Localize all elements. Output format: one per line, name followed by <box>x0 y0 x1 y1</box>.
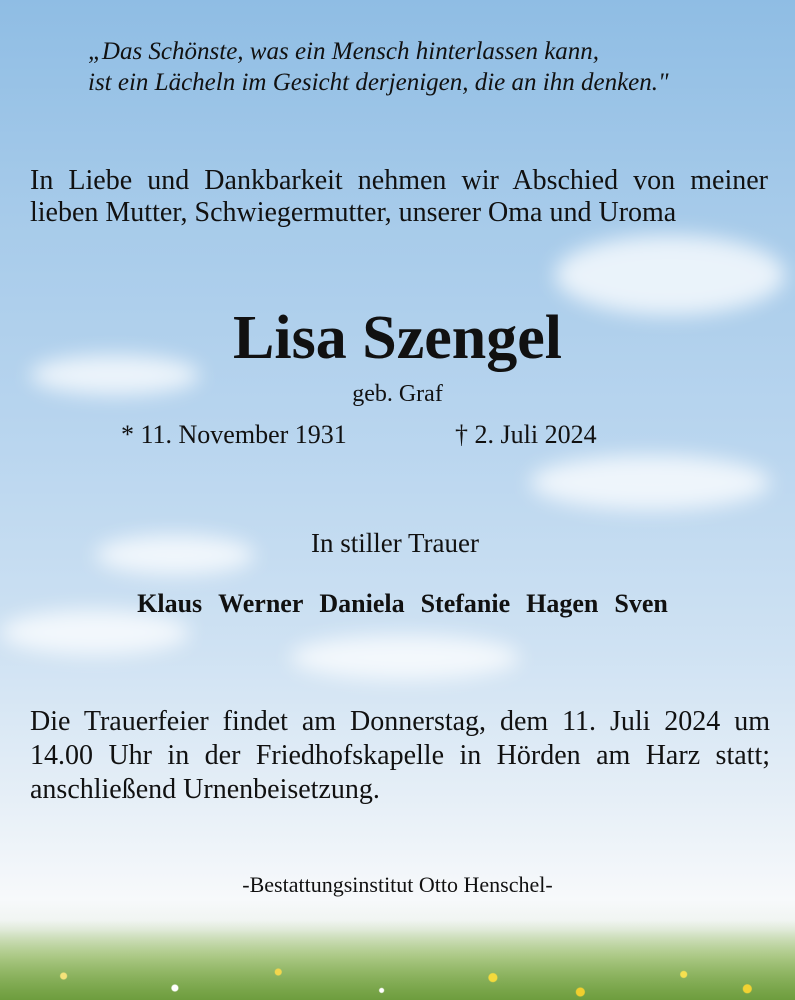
funeral-home: -Bestattungsinstitut Otto Henschel- <box>242 872 553 897</box>
meadow-decoration <box>0 920 795 1000</box>
mourner-name: Stefanie <box>420 589 511 618</box>
deceased-name: Lisa Szengel <box>233 304 562 372</box>
death-date: † 2. Juli 2024 <box>455 420 597 449</box>
mourner-name: Hagen <box>526 589 599 618</box>
maiden-name: geb. Graf <box>352 381 443 407</box>
quote-line-2: ist ein Lächeln im Gesicht derjenigen, die an ihn denken." <box>88 69 669 96</box>
mourner-name: Sven <box>614 589 668 618</box>
mourner-names <box>0 589 795 619</box>
mourning-line: In stiller Trauer <box>311 528 479 558</box>
quote-line-1: „Das Schönste, was ein Mensch hinterlassen kann, <box>88 38 600 65</box>
ceremony-details: Die Trauerfeier findet am Donnerstag, dem 11. Juli 2024 um 14.00 Uhr in der Friedhofskapelle in Hörden am Harz statt; anschließend Urnenbeisetzung. <box>30 706 770 805</box>
mourner-name: Klaus <box>137 589 203 618</box>
birth-date: * 11. November 1931 <box>121 420 347 449</box>
mourner-name: Daniela <box>319 589 405 618</box>
cloud-decoration <box>290 635 520 680</box>
cloud-decoration <box>530 455 770 510</box>
mourner-name: Werner <box>218 589 304 618</box>
memorial-quote <box>88 36 778 98</box>
intro-text: In Liebe und Dankbarkeit nehmen wir Abschied von meiner lieben Mutter, Schwiegermutter, unserer Oma und Uroma <box>30 165 768 228</box>
